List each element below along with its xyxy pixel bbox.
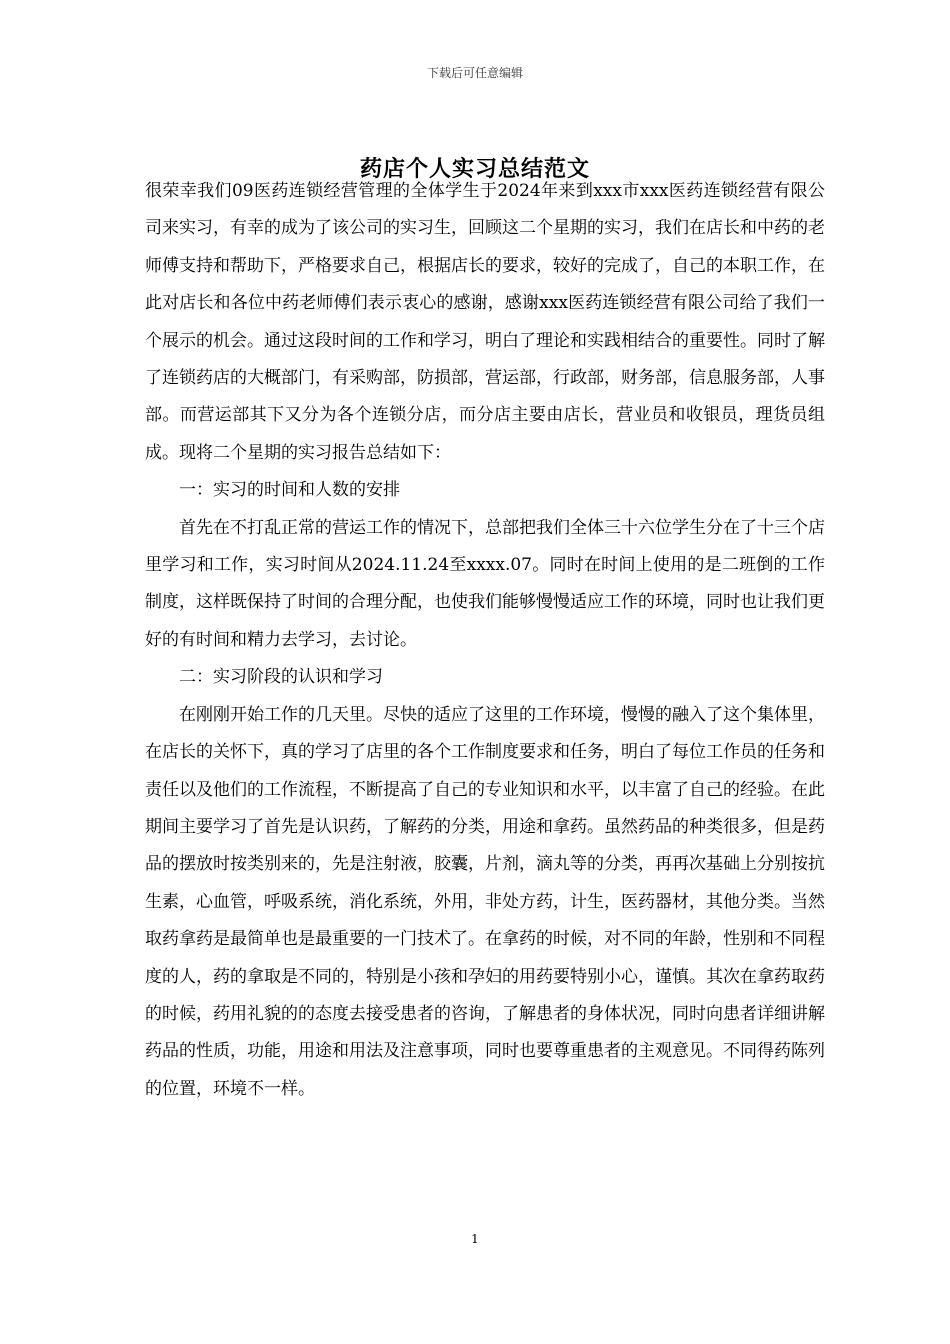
page-header: 下载后可任意编辑	[426, 66, 523, 80]
page-number: 1	[471, 1232, 479, 1246]
document-body	[145, 173, 825, 1108]
document-title: 药店个人实习总结范文	[359, 156, 590, 182]
section-heading-2: 二：实习阶段的认识和学习	[179, 667, 383, 688]
paragraph-learning: 在刚刚开始工作的几天里。尽快的适应了这里的工作环境，慢慢的融入了这个集体里，在店长的关怀下，真的学习了店里的各个工作制度要求和任务，明白了每位工作员的任务和责任以及他们的工作流程，不断提高了自己的专业知识和水平，以丰富了自己的经验。在此期间主要学习了首先是认识药，了解药的分类，用途和拿药。虽然药品的种类很多，但是药品的摆放时按类别来的，先是注射液，胶囊，片剂，滴丸等的分类，再再次基础上分别按抗生素，心血管，呼吸系统，消化系统，外用，非处方药，计生，医药器材，其他分类。当然取药拿药是最简单也是最重要的一门技术了。在拿药的时候，对不同的年龄，性别和不同程度的人，药的拿取是不同的，特别是小孩和孕妇的用药要特别小心，谨慎。其次在拿药取药的时候，药用礼貌的的态度去接受患者的咨询，了解患者的身体状况，同时向患者详细讲解药品的性质，功能，用途和用法及注意事项，同时也要尊重患者的主观意见。不同得药陈列的位置，环境不一样。	[145, 704, 825, 1099]
paragraph-schedule: 首先在不打乱正常的营运工作的情况下，总部把我们全体三十六位学生分在了十三个店里学习和工作，实习时间从2024.11.24至xxxx.07。同时在时间上使用的是二班倒的工作制度，这样既保持了时间的合理分配，也使我们能够慢慢适应工作的环境，同时也让我们更好的有时间和精力去学习，去讨论。	[145, 517, 825, 650]
paragraph-intro: 很荣幸我们09医药连锁经营管理的全体学生于2024年来到xxx市xxx医药连锁经营有限公司来实习，有幸的成为了该公司的实习生，回顾这二个星期的实习，我们在店长和中药的老师傅支持和帮助下，严格要求自己，根据店长的要求，较好的完成了，自己的本职工作，在此对店长和各位中药老师傅们表示衷心的感谢，感谢xxx医药连锁经营有限公司给了我们一个展示的机会。通过这段时间的工作和学习，明白了理论和实践相结合的重要性。同时了解了连锁药店的大概部门，有采购部，防损部，营运部，行政部，财务部，信息服务部，人事部。而营运部其下又分为各个连锁分店，而分店主要由店长，营业员和收银员，理货员组成。现将二个星期的实习报告总结如下：	[145, 181, 825, 463]
section-heading-1: 一：实习的时间和人数的安排	[179, 480, 400, 501]
